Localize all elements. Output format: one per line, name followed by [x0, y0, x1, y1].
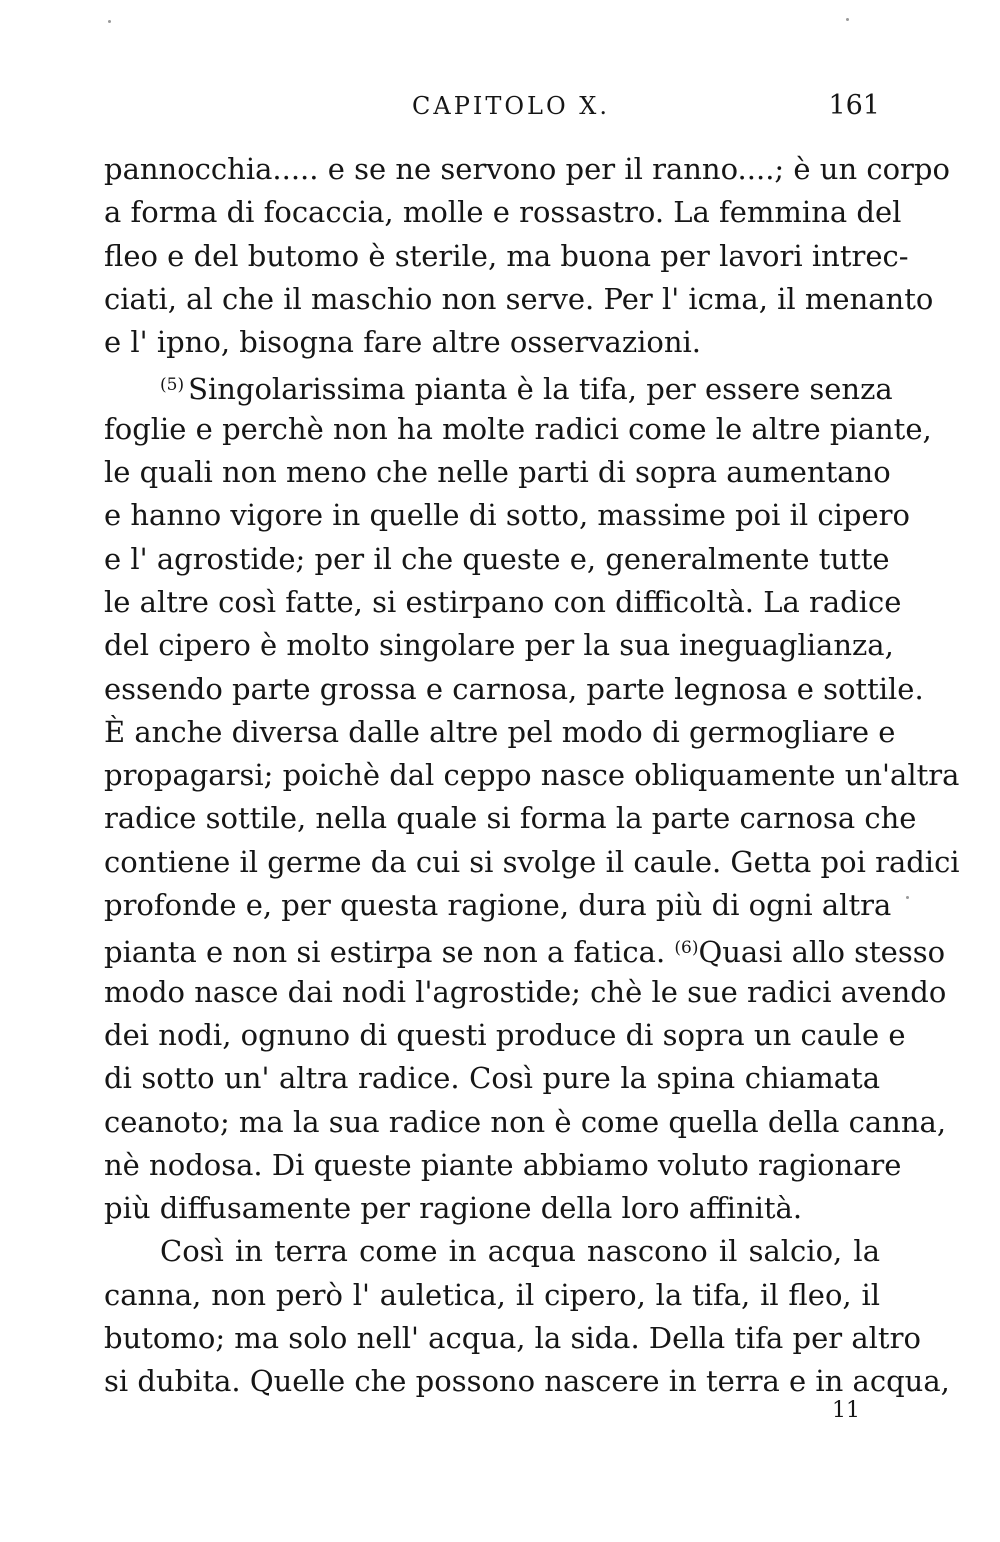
text-line [104, 927, 946, 970]
text-line: canna, non però l' auletica, il cipero, la tifa, il fleo, il [104, 1277, 880, 1312]
note-marker: (5) [160, 375, 185, 396]
text-line: pannocchia..... e se ne servono per il ranno....; è un corpo [104, 152, 950, 186]
body-text [104, 148, 960, 1404]
page-number: 161 [828, 90, 880, 121]
text-line: contiene il germe da cui si svolge il caule. Getta poi radici [104, 844, 960, 879]
text-line: più diffusamente per ragione della loro affinità. [104, 1191, 803, 1226]
text-line: dei nodi, ognuno di questi produce di sopra un caule e [104, 1017, 906, 1052]
text-line: le quali non meno che nelle parti di sopra aumentano [104, 455, 891, 490]
text-line: e l' agrostide; per il che queste e, generalmente tutte [104, 541, 890, 576]
text-line: Così in terra come in acqua nascono il salcio, la [160, 1234, 880, 1269]
text-line: profonde e, per questa ragione, dura più di ogni altra [104, 888, 892, 923]
paper-speck [846, 18, 849, 21]
text-line: modo nasce dai nodi l'agrostide; chè le sue radici avendo [104, 974, 947, 1009]
text-line: a forma di focaccia, molle e rossastro. La femmina del [104, 195, 902, 230]
text-line [104, 364, 893, 407]
text-line: le altre così fatte, si estirpano con difficoltà. La radice [104, 584, 902, 619]
text-line: propagarsi; poichè dal ceppo nasce obliquamente un'altra [104, 758, 960, 793]
line-text: pianta e non si estirpa se non a fatica. [104, 935, 666, 970]
text-line: fleo e del butomo è sterile, ma buona per lavori intrec- [104, 238, 909, 273]
running-head [104, 88, 880, 128]
text-line: radice sottile, nella quale si forma la parte carnosa che [104, 801, 917, 836]
text-line: e hanno vigore in quelle di sotto, massime poi il cipero [104, 498, 910, 533]
text-line: e l' ipno, bisogna fare altre osservazioni. [104, 325, 702, 360]
paragraph-continuation [104, 148, 950, 364]
paper-speck [906, 896, 909, 899]
running-title: CAPITOLO X. [412, 92, 610, 120]
line-text: Quasi allo stesso [698, 935, 946, 970]
paragraph [104, 1230, 950, 1403]
text-line: È anche diversa dalle altre pel modo di germogliare e [104, 714, 896, 749]
text-line: ceanoto; ma la sua radice non è come quella della canna, [104, 1104, 947, 1139]
text-line: essendo parte grossa e carnosa, parte legnosa e sottile. [104, 671, 924, 706]
text-line: butomo; ma solo nell' acqua, la sida. Della tifa per altro [104, 1321, 921, 1356]
text-line: nè nodosa. Di queste piante abbiamo voluto ragionare [104, 1147, 902, 1182]
text-line: ciati, al che il maschio non serve. Per l' icma, il menanto [104, 281, 934, 316]
signature-mark: 11 [832, 1398, 860, 1423]
text-line: foglie e perchè non ha molte radici come le altre piante, [104, 411, 932, 446]
note-marker: (6) [674, 938, 699, 959]
text-line: si dubita. Quelle che possono nascere in terra e in acqua, [104, 1364, 950, 1399]
text-line: del cipero è molto singolare per la sua ineguaglianza, [104, 628, 894, 663]
paragraph-note-5 [104, 364, 960, 1230]
paper-speck [108, 20, 111, 23]
text-line: di sotto un' altra radice. Così pure la spina chiamata [104, 1061, 880, 1096]
line-text: Singolarissima pianta è la tifa, per essere senza [188, 372, 893, 407]
